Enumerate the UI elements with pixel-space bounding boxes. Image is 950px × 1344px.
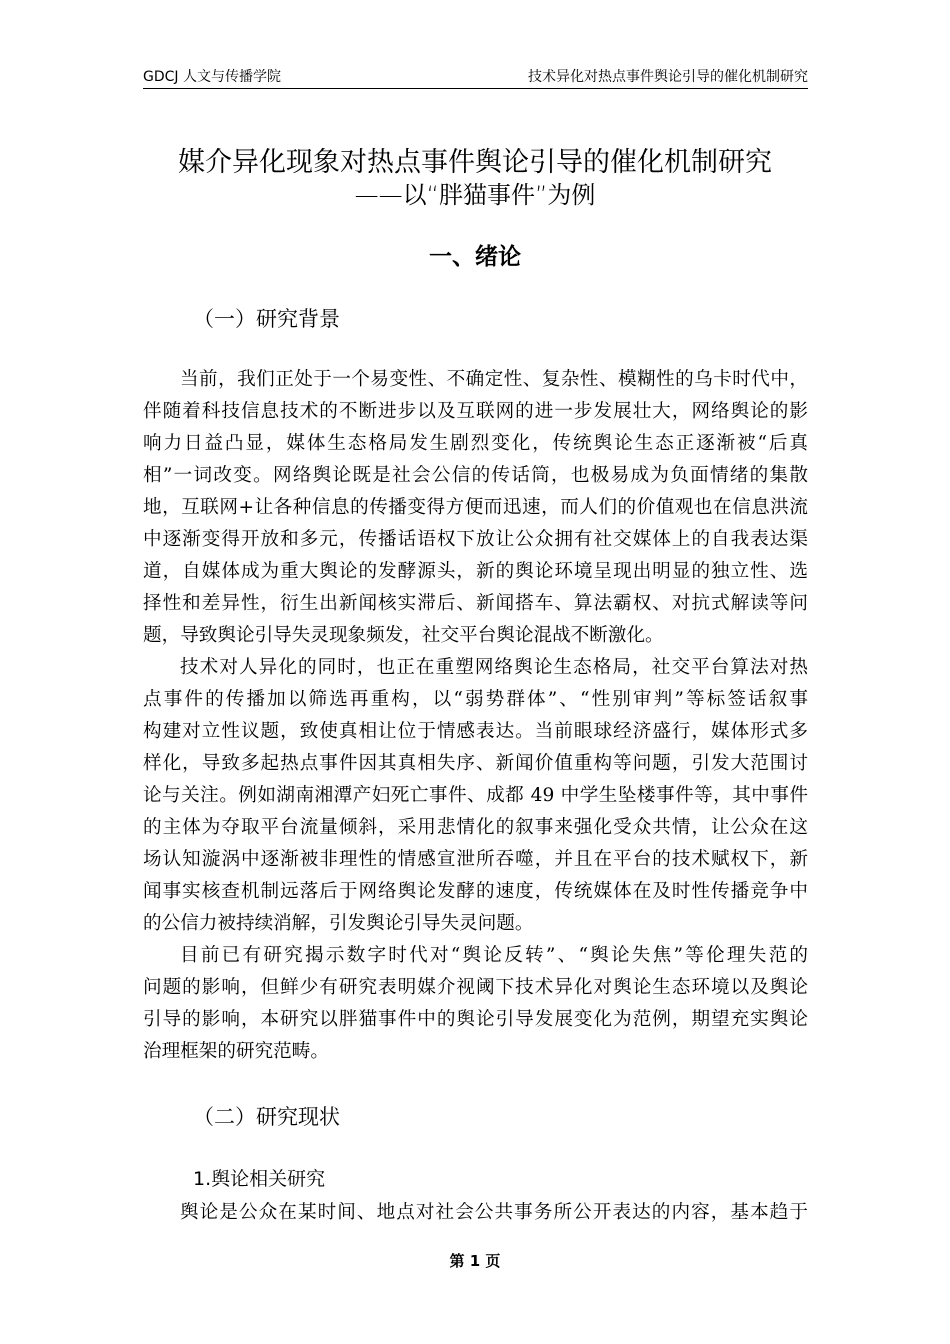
text-line: 构建对立性议题，致使真相让位于情感表达。当前眼球经济盛行，媒体形式多 [143,721,808,742]
text-line: 治理框架的研究范畴。 [143,1041,329,1062]
text-line: 目前已有研究揭示数字时代对“舆论反转”、“舆论失焦”等伦理失范的 [180,945,808,966]
text-line: 择性和差异性，衍生出新闻核实滞后、新闻搭车、算法霸权、对抗式解读等问 [143,593,808,614]
section-heading-background: （一）研究背景 [193,307,340,331]
header-right: 技术异化对热点事件舆论引导的催化机制研究 [528,69,808,85]
text-line: 技术对人异化的同时，也正在重塑网络舆论生态格局，社交平台算法对热 [180,657,808,678]
paragraph-2 [143,652,808,940]
text-line: 的公信力被持续消解，引发舆论引导失灵问题。 [143,913,534,934]
page-number: 第 1 页 [449,1252,501,1270]
text-line: 响力日益凸显，媒体生态格局发生剧烈变化，传统舆论生态正逐渐被“后真 [143,433,808,454]
text-line: 闻事实核查机制远落后于网络舆论发酵的速度，传统媒体在及时性传播竞争中 [143,881,808,902]
text-line: 题，导致舆论引导失灵现象频发，社交平台舆论混战不断激化。 [143,625,664,646]
document-title: 媒介异化现象对热点事件舆论引导的催化机制研究 [178,147,772,178]
text-line: 问题的影响，但鲜少有研究表明媒介视阈下技术异化对舆论生态环境以及舆论 [143,977,808,998]
chapter-heading: 一、绪论 [429,244,521,270]
section-heading-status: （二）研究现状 [193,1105,340,1129]
paragraph-1 [143,364,808,652]
text-line: 相”一词改变。网络舆论既是社会公信的传话筒，也极易成为负面情绪的集散 [143,465,808,486]
text-line: 的主体为夺取平台流量倾斜，采用悲情化的叙事来强化受众共情，让公众在这 [143,817,808,838]
text-line: 舆论是公众在某时间、地点对社会公共事务所公开表达的内容，基本趋于 [180,1202,808,1223]
text-line: 地，互联网+让各种信息的传播变得方便而迅速，而人们的价值观也在信息洪流 [143,497,808,518]
document-subtitle: ——以“胖猫事件”为例 [354,181,596,209]
text-line: 样化，导致多起热点事件因其真相失序、新闻价值重构等问题，引发大范围讨 [143,753,808,774]
text-line: 引导的影响，本研究以胖猫事件中的舆论引导发展变化为范例，期望充实舆论 [143,1009,808,1030]
text-line: 当前，我们正处于一个易变性、不确定性、复杂性、模糊性的乌卡时代中， [180,369,808,390]
text-line: 中逐渐变得开放和多元，传播话语权下放让公众拥有社交媒体上的自我表达渠 [143,529,808,550]
text-line: 伴随着科技信息技术的不断进步以及互联网的进一步发展壮大，网络舆论的影 [143,401,808,422]
text-line: 点事件的传播加以筛选再重构，以“弱势群体”、“性别审判”等标签话叙事 [143,689,808,710]
paragraph-3 [143,940,808,1068]
header-divider [143,88,808,89]
paragraph-4 [143,1197,808,1229]
header-left: GDCJ 人文与传播学院 [143,69,281,85]
subsection-heading: 1.舆论相关研究 [193,1168,326,1190]
text-line: 论与关注。例如湖南湘潭产妇死亡事件、成都 49 中学生坠楼事件等，其中事件 [143,785,808,806]
text-line: 道，自媒体成为重大舆论的发酵源头，新的舆论环境呈现出明显的独立性、选 [143,561,808,582]
text-line: 场认知漩涡中逐渐被非理性的情感宣泄所吞噬，并且在平台的技术赋权下，新 [143,849,808,870]
